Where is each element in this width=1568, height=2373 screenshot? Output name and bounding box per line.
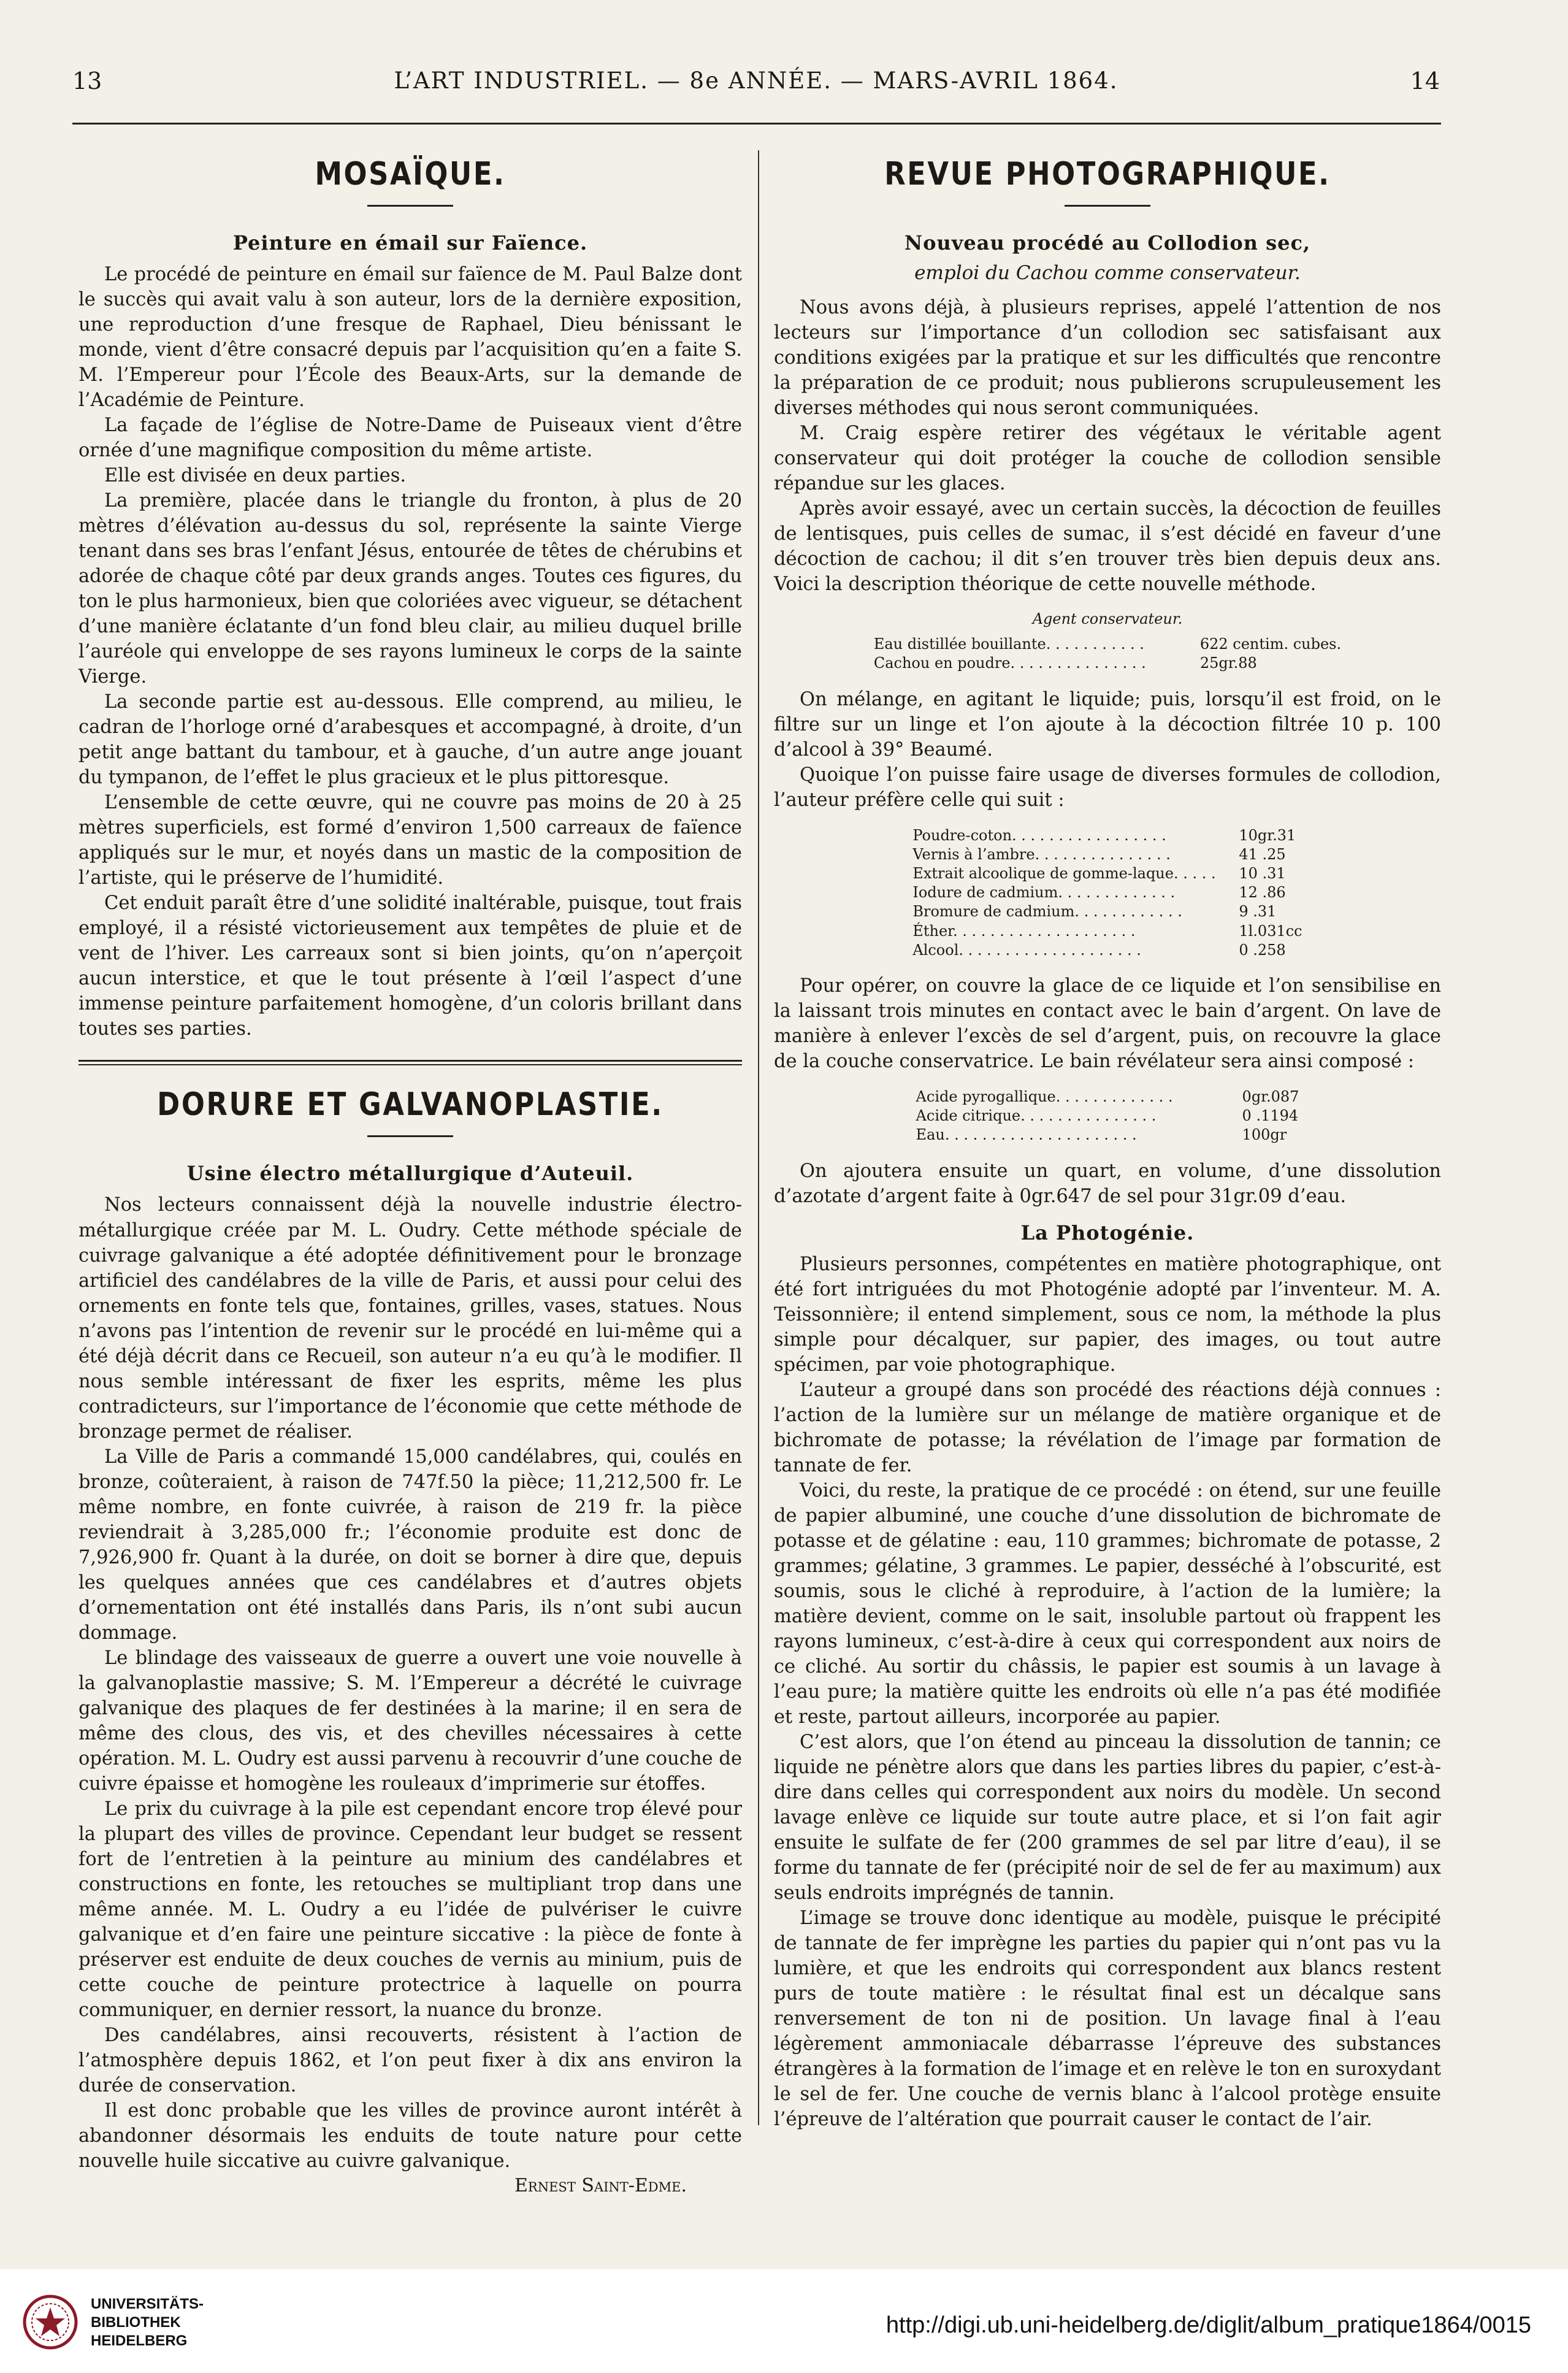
paragraph: L’auteur a groupé dans son procédé des réactions déjà connues : l’action de la lumière sur un mélange de matière organique et de bichromate de potasse; la révélation de l’image par formation de tannate de fer. bbox=[774, 1379, 1441, 1476]
paragraph: Elle est divisée en deux parties. bbox=[104, 465, 407, 487]
paragraph: Pour opérer, on couvre la glace de ce liquide et l’on sensibilise en la laissant trois minutes en contact avec le bain d’argent. On lave de manière à enlever l’excès de sel d’argent, puis, on recouvre la glace de la couche conservatrice. Le bain révélateur sera ainsi composé : bbox=[774, 975, 1441, 1072]
subtitle-collodion: Nouveau procédé au Collodion sec, bbox=[904, 231, 1311, 255]
recipe-qty: 25gr.88 bbox=[1199, 654, 1257, 672]
recipe-item: Eau distillée bouillante. . . . . . . . . . . bbox=[873, 635, 1144, 653]
recipe-table-revelateur bbox=[912, 1087, 1303, 1145]
paragraph: L’image se trouve donc identique au modèle, puisque le précipité de tannate de fer imprègne les parties du papier qui n’ont pas vu la lumière, et que les endroits qui correspondent aux blancs restent purs de toute matière : le résultat final est un décalque sans renversement de ton ni de position. Un lavage final à l’eau légèrement ammoniacale débarrasse l’épreuve des substances étrangères à la formation de l’image et en relève le ton en suroxydant le sel de fer. Une couche de vernis blanc à l’alcool protège ensuite l’épreuve de l’altération que pourrait causer le contact de l’air. bbox=[774, 1907, 1441, 2131]
title-rule bbox=[367, 205, 453, 207]
paragraph: Cet enduit paraît être d’une solidité inaltérable, puisque, tout frais employé, il a résisté victorieusement aux tempêtes de pluie et de vent de l’hiver. Les carreaux sont si bien joints, qu’on n’aperçoit aucun interstice, et que le tout présente à l’œil l’aspect d’une immense peinture parfaitement homogène, d’un coloris brillant dans toutes ses parties. bbox=[78, 892, 742, 1040]
recipe-qty: 100gr bbox=[1242, 1126, 1287, 1144]
paragraph: C’est alors, que l’on étend au pinceau la dissolution de tannin; ce liquide ne pénètre alors que dans les parties libres du papier, c’est-à-dire dans celles qui correspondent aux noirs du modèle. Un second lavage enlève ce liquide sur toute autre place, et si l’on fait agir ensuite le sulfate de fer (200 grammes de sel par litre d’eau), il se forme du tannate de fer (précipité noir de sel de fer au maximum) aux seuls endroits imprégnés de tannin. bbox=[774, 1731, 1441, 1904]
paragraph: Le procédé de peinture en émail sur faïence de M. Paul Balze dont le succès qui avait valu à son auteur, lors de la dernière exposition, une reproduction d’une fresque de Raphael, Dieu bénissant le monde, vient d’être consacré depuis par l’acquisition qu’en a faite S. M. l’Empereur pour l’École des Beaux-Arts, sur la demande de l’Académie de Peinture. bbox=[78, 264, 742, 412]
table-row bbox=[909, 922, 1306, 941]
paragraph: Nous avons déjà, à plusieurs reprises, appelé l’attention de nos lecteurs sur l’importance d’un collodion sec satisfaisant aux conditions exigées par la pratique et sur les difficultés que rencontre la préparation de ce produit; nous publierons scrupuleusement les diverses méthodes qui nous seront communiquées. bbox=[774, 297, 1441, 420]
recipe-qty: 0 .258 bbox=[1239, 941, 1286, 959]
paragraph: Le prix du cuivrage à la pile est cependant encore trop élevé pour la plupart des villes de province. Cependant leur budget se ressent fort de l’entretien à la peinture au minium des candélabres et constructions en fonte, les retouches se multipliant trop dans une même année. M. L. Oudry a eu l’idée de pulvériser le cuivre galvanique et d’en faire une peinture siccative : la pièce de fonte à préserver est enduite de deux couches de vernis au minium, puis de cette couche de peinture protectrice à laquelle on pourra communiquer, en dernier ressort, la nuance du bronze. bbox=[78, 1798, 742, 2021]
paragraph: La façade de l’église de Notre-Dame de Puiseaux vient d’être ornée d’une magnifique composition du même artiste. bbox=[78, 415, 742, 462]
recipe-item: Bromure de cadmium. . . . . . . . . . . . bbox=[912, 903, 1182, 921]
recipe-table-agent bbox=[870, 635, 1345, 673]
paragraph: Voici, du reste, la pratique de ce procédé : on étend, sur une feuille de papier albuminé, une couche d’une dissolution de bichromate de potasse et de gélatine : eau, 110 grammes; bichromate de potasse, 2 grammes; gélatine, 3 grammes. Le papier, desséché à l’obscurité, est soumis, sous le cliché à reproduire, à l’action de la lumière; la matière devient, comme on le sait, insoluble partout où frappent les rayons lumineux, c’est-à-dire à ceux qui correspondent aux noirs de ce cliché. Au sortir du châssis, le papier est soumis à un lavage à l’eau pure; la matière quitte les endroits où elle n’a pas été modifiée et reste, partout ailleurs, incorporée au papier. bbox=[774, 1479, 1441, 1728]
recipe-qty: 41 .25 bbox=[1239, 845, 1286, 863]
library-footer bbox=[0, 2269, 1568, 2373]
paragraph: Plusieurs personnes, compétentes en matière photographique, ont été fort intriguées du mot Photogénie adopté par l’inventeur. M. A. Teissonnière; il entend simplement, sous ce nom, la méthode la plus simple pour décalquer, sur papier, des images, ou tout autre spécimen, par voie photographique. bbox=[774, 1253, 1441, 1376]
paragraph: Des candélabres, ainsi recouverts, résistent à l’action de l’atmosphère depuis 1862, et l’on peut fixer à dix ans environ la durée de conservation. bbox=[78, 2025, 742, 2097]
recipe-item: Cachou en poudre. . . . . . . . . . . . . . . bbox=[873, 654, 1146, 672]
section-title-revue: REVUE PHOTOGRAPHIQUE. bbox=[884, 156, 1331, 193]
paragraph: Quoique l’on puisse faire usage de diverses formules de collodion, l’auteur préfère celle qui suit : bbox=[774, 764, 1441, 811]
subtitle-photogenie: La Photogénie. bbox=[1020, 1221, 1195, 1244]
recipe-qty: 0gr.087 bbox=[1242, 1088, 1299, 1106]
subtitle-usine: Usine électro métallurgique d’Auteuil. bbox=[186, 1162, 634, 1186]
recipe-qty: 12 .86 bbox=[1239, 884, 1286, 902]
table-row bbox=[909, 864, 1306, 883]
recipe-item: Acide citrique. . . . . . . . . . . . . . . bbox=[916, 1107, 1157, 1125]
author-signature: Ernest Saint-Edme. bbox=[514, 2175, 687, 2197]
left-column bbox=[78, 147, 742, 2196]
paragraph: La Ville de Paris a commandé 15,000 candélabres, qui, coulés en bronze, coûteraient, à raison de 747f.50 la pièce; 11,212,500 fr. Le même nombre, en fonte cuivrée, à raison de 219 fr. la pièce reviendrait à 3,285,000 fr.; l’économie produite est donc de 7,926,900 fr. Quant à la durée, on doit se borner à dire que, depuis les quelques années que ces candélabres et d’autres objets d’ornementation ont été installés dans Paris, ils n’ont subi aucun dommage. bbox=[78, 1446, 742, 1644]
subtitle-peinture: Peinture en émail sur Faïence. bbox=[232, 231, 588, 255]
section-title-dorure: DORURE ET GALVANOPLASTIE. bbox=[157, 1086, 664, 1124]
institution-line: BIBLIOTHEK bbox=[91, 2314, 181, 2331]
recipe-qty: 10 .31 bbox=[1239, 865, 1286, 883]
table-row bbox=[870, 654, 1345, 673]
recipe-item: Iodure de cadmium. . . . . . . . . . . . . bbox=[912, 884, 1176, 902]
table-row bbox=[909, 902, 1306, 921]
recipe-item: Alcool. . . . . . . . . . . . . . . . . . . . bbox=[912, 941, 1141, 959]
paragraph: L’ensemble de cette œuvre, qui ne couvre pas moins de 20 à 25 mètres superficiels, est formé d’environ 1,500 carreaux de faïence appliqués sur le mur, et noyés dans un mastic de la composition de l’artiste, qui le préserve de l’humidité. bbox=[78, 792, 742, 889]
paragraph: Après avoir essayé, avec un certain succès, la décoction de feuilles de lentisques, puis celles de sumac, il s’est décidé en faveur d’une décoction de cachou; il dit s’en trouver très bien depuis deux ans. Voici la description théorique de cette nouvelle méthode. bbox=[774, 498, 1441, 596]
header-rule bbox=[72, 123, 1441, 125]
university-seal-icon bbox=[22, 2294, 78, 2350]
recipe-qty: 0 .1194 bbox=[1242, 1107, 1299, 1125]
table-row bbox=[912, 1106, 1303, 1125]
table-row bbox=[909, 883, 1306, 902]
table-row bbox=[909, 826, 1306, 845]
paragraph: Le blindage des vaisseaux de guerre a ouvert une voie nouvelle à la galvanoplastie massive; S. M. l’Empereur a décrété le cuivrage galvanique des plaques de fer destinées à la marine; il en sera de même des clous, des vis, et des chevilles nécessaires à cette opération. M. L. Oudry est aussi parvenu à recouvrir d’une couche de cuivre épaisse et homogène les rouleaux d’imprimerie sur étoffes. bbox=[78, 1647, 742, 1795]
institution-line: HEIDELBERG bbox=[91, 2333, 188, 2349]
recipe-item: Éther. . . . . . . . . . . . . . . . . . . . bbox=[912, 922, 1136, 940]
table-row bbox=[909, 845, 1306, 864]
column-divider bbox=[758, 150, 759, 2125]
section-double-rule bbox=[78, 1060, 742, 1065]
paragraph: Il est donc probable que les villes de province auront intérêt à abandonner désormais les enduits de toute nature pour cette nouvelle huile siccative au cuivre galvanique. bbox=[78, 2100, 742, 2172]
institution-line: UNIVERSITÄTS- bbox=[91, 2296, 204, 2312]
paragraph: M. Craig espère retirer des végétaux le véritable agent conservateur qui doit protéger la couche de collodion sensible répandue sur les glaces. bbox=[774, 423, 1441, 495]
running-title: L’ART INDUSTRIEL. — 8e ANNÉE. — MARS-AVRIL 1864. bbox=[394, 67, 1119, 94]
table-row bbox=[909, 941, 1306, 960]
recipe-item: Eau. . . . . . . . . . . . . . . . . . . . . bbox=[916, 1126, 1137, 1144]
recipe-qty: 622 centim. cubes. bbox=[1199, 635, 1342, 653]
section-title-mosaique: MOSAÏQUE. bbox=[315, 156, 506, 193]
title-rule bbox=[367, 1135, 453, 1137]
right-column bbox=[774, 147, 1441, 2132]
running-header bbox=[72, 67, 1440, 104]
paragraph: On mélange, en agitant le liquide; puis, lorsqu’il est froid, on le filtre sur un linge et l’on ajoute à la décoction filtrée 10 p. 100 d’alcool à 39° Beaumé. bbox=[774, 688, 1441, 761]
recipe-item: Poudre-coton. . . . . . . . . . . . . . . . . bbox=[912, 826, 1166, 844]
paragraph: La seconde partie est au-dessous. Elle comprend, au milieu, le cadran de l’horloge orné d’arabesques et accompagné, à droite, d’un petit ange battant du tambour, et à gauche, d’un autre ange jouant du tympanon, de l’effet le plus gracieux et le plus pittoresque. bbox=[78, 691, 742, 789]
page-number-left: 13 bbox=[72, 67, 102, 94]
paragraph: La première, placée dans le triangle du fronton, à plus de 20 mètres d’élévation au-dessus du sol, représente la sainte Vierge tenant dans ses bras l’enfant Jésus, entourée de têtes de chérubins et adorée de chaque côté par deux grands anges. Toutes ces figures, du ton le plus harmonieux, bien que coloriées avec vigueur, se détachent d’une manière éclatante d’un fond bleu clair, au milieu duquel brille l’auréole qui enveloppe de ses rayons lumineux le corps de la sainte Vierge. bbox=[78, 490, 742, 688]
recipe-table-collodion bbox=[909, 826, 1306, 960]
recipe-qty: 1l.031cc bbox=[1239, 922, 1302, 940]
table-row bbox=[912, 1125, 1303, 1144]
institution-name bbox=[91, 2295, 204, 2350]
table-row bbox=[870, 635, 1345, 654]
source-url-link[interactable]: http://digi.ub.uni-heidelberg.de/diglit/album_pratique1864/0015 bbox=[885, 2312, 1531, 2338]
recipe-item: Acide pyrogallique. . . . . . . . . . . . . bbox=[916, 1088, 1173, 1106]
recipe-qty: 10gr.31 bbox=[1239, 826, 1296, 844]
paragraph: On ajoutera ensuite un quart, en volume, d’une dissolution d’azotate d’argent faite à 0gr.647 de sel pour 31gr.09 d’eau. bbox=[774, 1160, 1441, 1207]
table-row bbox=[912, 1087, 1303, 1106]
mosaique-body bbox=[78, 262, 742, 1041]
recipe-item: Vernis à l’ambre. . . . . . . . . . . . . . . bbox=[912, 845, 1171, 863]
paragraph: Nos lecteurs connaissent déjà la nouvelle industrie électro-métallurgique créée par M. L. Oudry. Cette méthode spéciale de cuivrage galvanique a été adoptée définitivement pour le bronzage artificiel des candélabres de la ville de Paris, et aussi pour celui des ornements en fonte tels que, fontaines, grilles, vases, statues. Nous n’avons pas l’intention de revenir sur le procédé en lui-même qui a été déjà décrit dans ce Recueil, son auteur n’a eu qu’à le modifier. Il nous semble intéressant de fixer les esprits, même les plus contradicteurs, sur l’importance de l’économie que cette méthode de bronzage permet de réaliser. bbox=[78, 1194, 742, 1443]
page-number-right: 14 bbox=[1410, 67, 1440, 94]
recipe-label: Agent conservateur. bbox=[1032, 610, 1183, 628]
recipe-item: Extrait alcoolique de gomme-laque. . . . . bbox=[912, 865, 1216, 883]
title-rule bbox=[1065, 205, 1150, 207]
subtitle-cachou: emploi du Cachou comme conservateur. bbox=[914, 262, 1301, 284]
dorure-body bbox=[78, 1192, 742, 2174]
recipe-qty: 9 .31 bbox=[1239, 903, 1277, 921]
